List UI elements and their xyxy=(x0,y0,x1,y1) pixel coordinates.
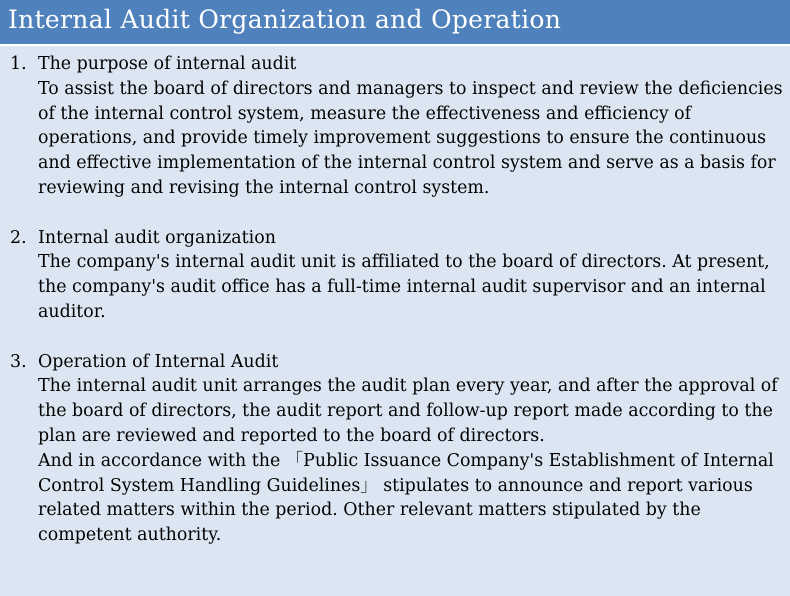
content-area xyxy=(0,44,790,596)
page-title: Internal Audit Organization and Operation xyxy=(8,5,562,34)
section-heading-text: Internal audit organization xyxy=(38,227,276,248)
section-number: 2. xyxy=(10,227,27,248)
section-heading-text: Operation of Internal Audit xyxy=(38,351,279,372)
section-body xyxy=(10,77,790,201)
section-paragraph: The company's internal audit unit is affiliated to the board of directors. At present, the company's audit office has a full-time internal audit supervisor and an internal auditor. xyxy=(38,252,770,322)
section-organization xyxy=(10,226,790,325)
section-heading xyxy=(10,52,790,77)
section-number: 1. xyxy=(10,54,27,74)
section-paragraph: And in accordance with the 「Public Issuance Company's Establishment of Internal Control System Handling Guidelines」 stipulates to announce and report various related matters within the period. Other relevant matters stipulated by the competent authority. xyxy=(38,450,774,546)
section-body xyxy=(10,250,790,324)
section-paragraph: To assist the board of directors and managers to inspect and review the deficiencies of the internal control system, measure the effectiveness and efficiency of operations, and provide timely improvement suggestions to ensure the continuous and effective implementation of the internal control system and serve as a basis for reviewing and revising the internal control system. xyxy=(38,78,783,198)
section-operation xyxy=(10,350,790,548)
section-heading-text: The purpose of internal audit xyxy=(38,54,297,74)
section-purpose xyxy=(10,52,790,201)
title-bar xyxy=(0,0,790,44)
section-paragraph: The internal audit unit arranges the audit plan every year, and after the approval of the board of directors, the audit report and follow-up report made according to the plan are reviewed and reported to the board of directors. xyxy=(38,376,778,446)
section-heading xyxy=(10,350,790,375)
section-body xyxy=(10,374,790,548)
section-number: 3. xyxy=(10,351,27,372)
section-heading xyxy=(10,226,790,251)
